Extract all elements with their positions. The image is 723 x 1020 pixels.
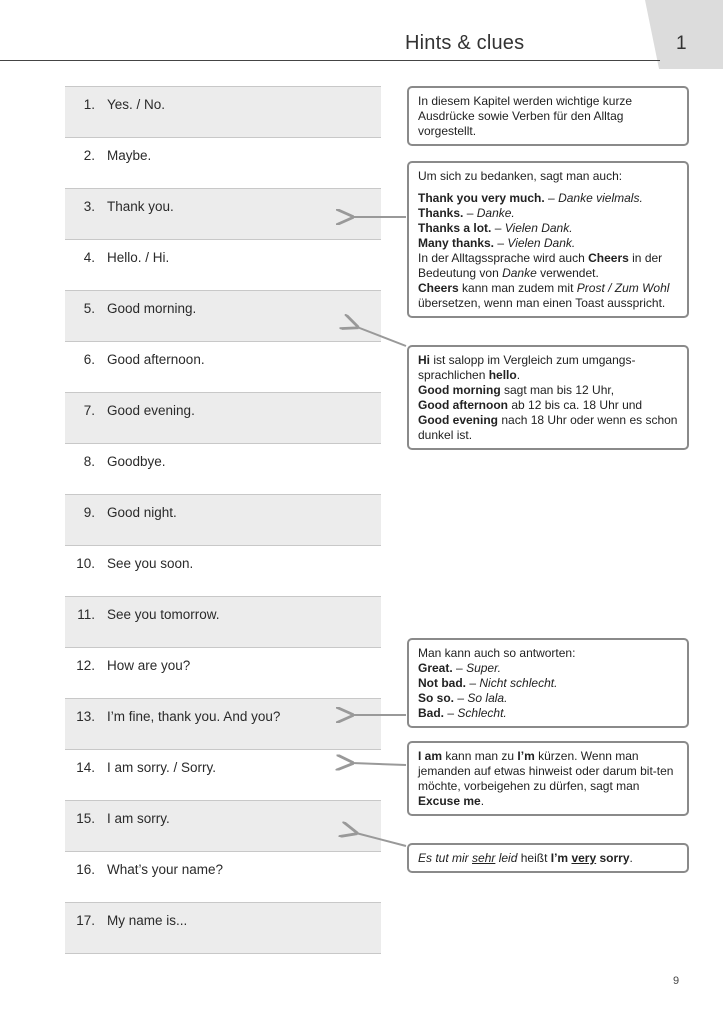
- phrase-text: I am sorry.: [107, 811, 170, 826]
- arrow-sorry: [356, 833, 406, 846]
- hint-thanks-entry: Many thanks. – Vielen Dank.: [418, 236, 576, 250]
- phrase-number: 15.: [76, 811, 95, 826]
- hint-greetings-afternoon: Good afternoon ab 12 bis ca. 18 Uhr und: [418, 398, 643, 412]
- phrase-text: See you tomorrow.: [107, 607, 220, 622]
- phrase-text: What’s your name?: [107, 862, 224, 877]
- phrase-number: 7.: [83, 403, 95, 418]
- hint-greetings-hi: Hi ist salopp im Vergleich zum umgangs-sprachlichen hello.: [418, 353, 636, 382]
- phrase-text: Good evening.: [107, 403, 195, 418]
- phrase-number: 6.: [83, 352, 95, 367]
- phrase-number: 14.: [76, 760, 95, 775]
- phrase-number: 9.: [83, 505, 95, 520]
- arrow-greetings: [357, 327, 406, 346]
- hint-thanks-entry: Thank you very much. – Danke vielmals.: [418, 191, 643, 205]
- phrase-number: 8.: [83, 454, 95, 469]
- phrase-text: Good night.: [107, 505, 177, 520]
- hint-answers-entry: So so. – So lala.: [418, 691, 508, 705]
- phrase-text: Yes. / No.: [107, 97, 166, 112]
- hint-thanks-entry: Thanks a lot. – Vielen Dank.: [418, 221, 573, 235]
- phrase-number: 1.: [83, 97, 95, 112]
- page-number: 9: [673, 975, 680, 987]
- phrase-text: Good afternoon.: [107, 352, 205, 367]
- hint-cheers-1: In der Alltagssprache wird auch Cheers in der Bedeutung von Danke verwendet.: [418, 251, 663, 280]
- phrase-number: 3.: [83, 199, 95, 214]
- phrase-text: Maybe.: [107, 148, 152, 163]
- phrase-text: I’m fine, thank you. And you?: [107, 709, 281, 724]
- phrase-number: 16.: [76, 862, 95, 877]
- hint-answers-entry: Bad. – Schlecht.: [418, 706, 507, 720]
- hint-cheers-2: Cheers kann man zudem mit Prost / Zum Wohl übersetzen, wenn man einen Toast ausspricht.: [418, 281, 670, 310]
- chapter-number: 1: [676, 33, 687, 54]
- arrow-im: [352, 763, 406, 765]
- phrase-number: 12.: [76, 658, 95, 673]
- phrase-number: 17.: [76, 913, 95, 928]
- hint-intro-text: In diesem Kapitel werden wichtige kurze Ausdrücke sowie Verben für den Alltag vorgestellt.: [418, 94, 633, 138]
- phrase-number: 2.: [83, 148, 95, 163]
- hint-thanks-entry: Thanks. – Danke.: [418, 206, 515, 220]
- phrase-number: 11.: [77, 607, 95, 622]
- phrase-text: Hello. / Hi.: [107, 250, 170, 265]
- hint-greetings-evening: Good evening nach 18 Uhr oder wenn es schon dunkel ist.: [418, 413, 678, 442]
- page-title: Hints & clues: [405, 32, 525, 54]
- phrase-text: I am sorry. / Sorry.: [107, 760, 217, 775]
- hint-sorry-text: Es tut mir sehr leid heißt I’m very sorry.: [418, 851, 633, 865]
- hint-answers-entry: Not bad. – Nicht schlecht.: [418, 676, 558, 690]
- hint-im-text: I am kann man zu I’m kürzen. Wenn man jemanden auf etwas hinweist oder darum bit-ten möchte, vorbeigehen zu dürfen, sagt man Excuse me.: [418, 749, 674, 808]
- phrase-text: My name is...: [107, 913, 188, 928]
- phrase-number: 4.: [83, 250, 95, 265]
- hint-answers-intro: Man kann auch so antworten:: [418, 646, 576, 660]
- hint-thanks-intro: Um sich zu bedanken, sagt man auch:: [418, 169, 623, 183]
- phrase-text: How are you?: [107, 658, 191, 673]
- phrase-text: Thank you.: [107, 199, 174, 214]
- phrase-number: 13.: [76, 709, 95, 724]
- phrase-number: 5.: [83, 301, 95, 316]
- phrase-text: Goodbye.: [107, 454, 166, 469]
- hint-answers-entry: Great. – Super.: [418, 661, 501, 675]
- hint-greetings-morning: Good morning sagt man bis 12 Uhr,: [418, 383, 615, 397]
- phrase-text: Good morning.: [107, 301, 197, 316]
- phrase-text: See you soon.: [107, 556, 194, 571]
- phrase-number: 10.: [76, 556, 95, 571]
